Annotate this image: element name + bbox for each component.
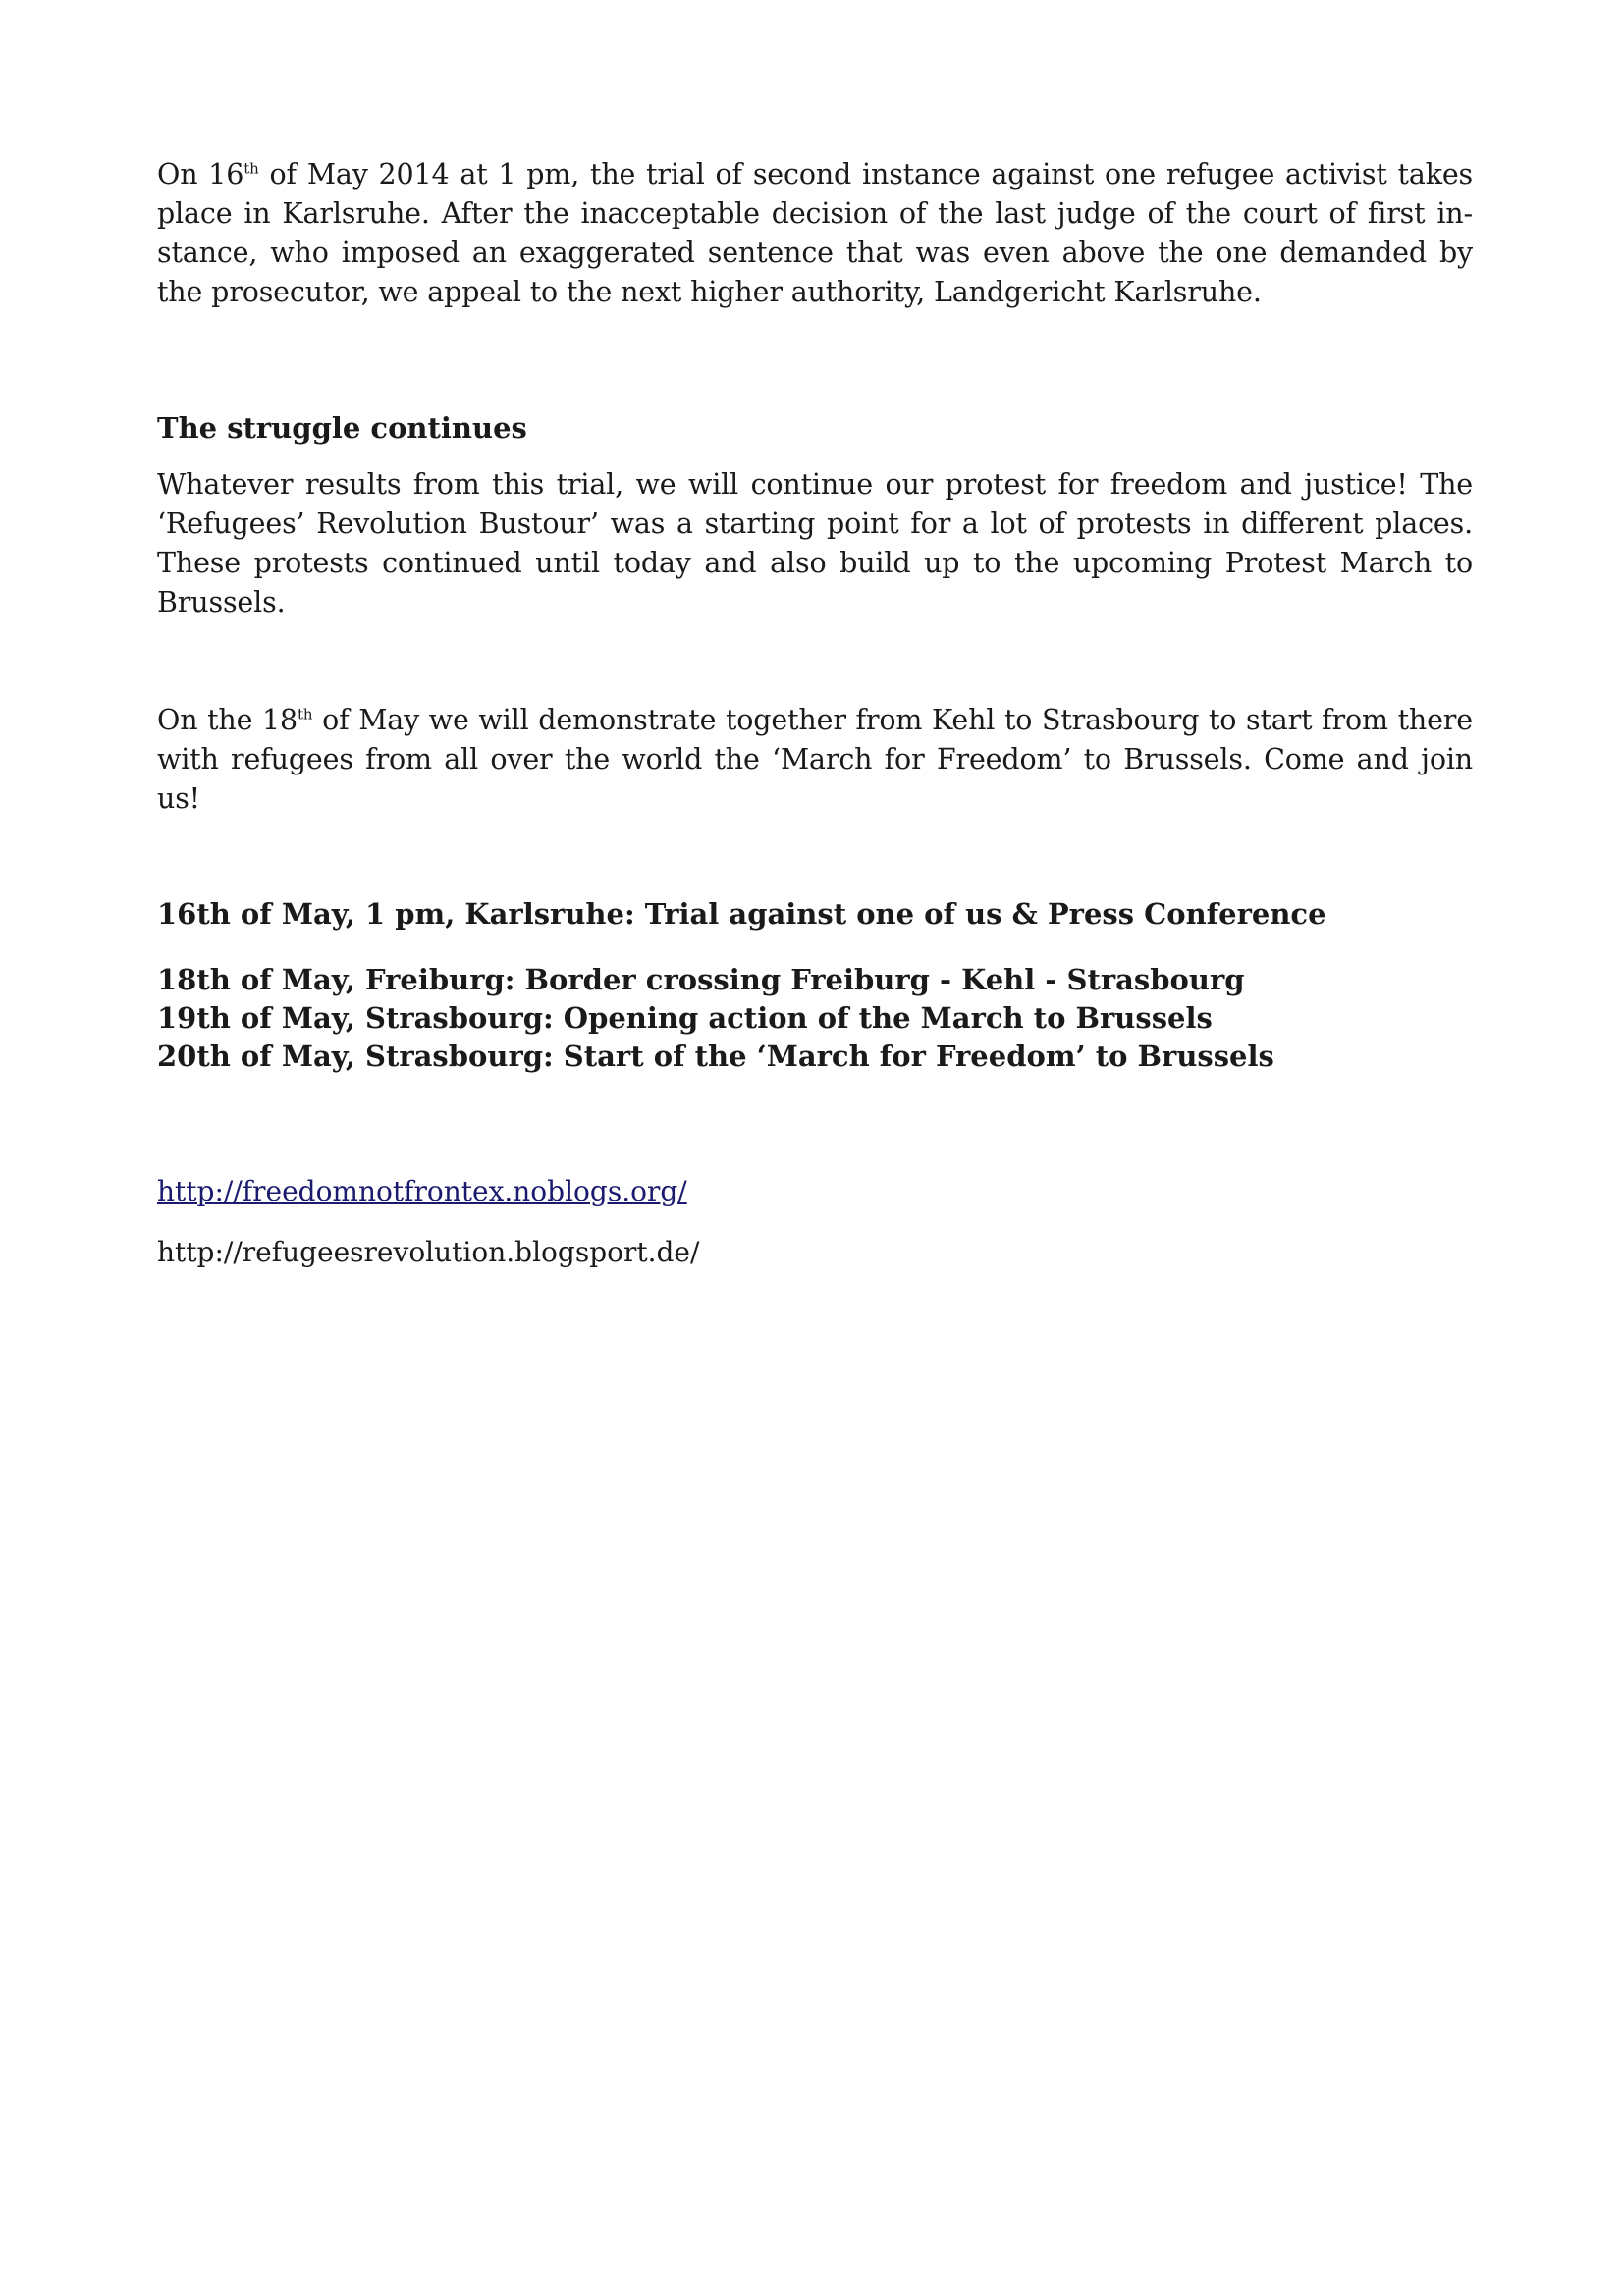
- demo-text-start: On the 18: [157, 704, 298, 736]
- event-list: [157, 961, 1473, 1076]
- struggle-paragraph: Whatever results from this trial, we will continue our protest for freedom and justice! The ‘Refugees’ Revolution Bustour’ was a starting point for a lot of protests in different places. These protests continued until today and also build up to the upcoming Protest March to Brussels.: [157, 468, 1473, 618]
- refugeesrevolution-link[interactable]: http://refugeesrevolution.blogsport.de/: [157, 1236, 700, 1268]
- intro-text-rest: of May 2014 at 1 pm, the trial of second instance against one refugee activist takes place in Karlsruhe. After the inacceptable decision of the last judge of the court of first in-stance, who imposed an exaggerated sentence that was even above the one demanded by the prosecutor, we appeal to the next higher authority, Landgericht Karlsruhe.: [157, 158, 1474, 308]
- freedomnotfrontex-link[interactable]: http://freedomnotfrontex.noblogs.org/: [157, 1175, 687, 1207]
- event-trial: 16th of May, 1 pm, Karlsruhe: Trial against one of us & Press Conference: [157, 897, 1326, 931]
- demo-text-rest: of May we will demonstrate together from Kehl to Strasbourg to start from there with refugees from all over the world the ‘March for Freedom’ to Brussels. Come and join us!: [157, 704, 1473, 815]
- section-heading: The struggle continues: [157, 411, 527, 445]
- intro-superscript: th: [243, 159, 259, 178]
- event-item: 18th of May, Freiburg: Border crossing Freiburg - Kehl - Strasbourg: [157, 963, 1245, 996]
- demo-superscript: th: [298, 705, 313, 723]
- event-item: 20th of May, Strasbourg: Start of the ‘March for Freedom’ to Brussels: [157, 1040, 1274, 1073]
- event-item: 19th of May, Strasbourg: Opening action of the March to Brussels: [157, 1001, 1213, 1035]
- demo-paragraph: [157, 701, 1473, 819]
- intro-paragraph: [157, 155, 1473, 312]
- document-page: [157, 147, 1473, 1272]
- intro-text-start: On 16: [157, 158, 244, 190]
